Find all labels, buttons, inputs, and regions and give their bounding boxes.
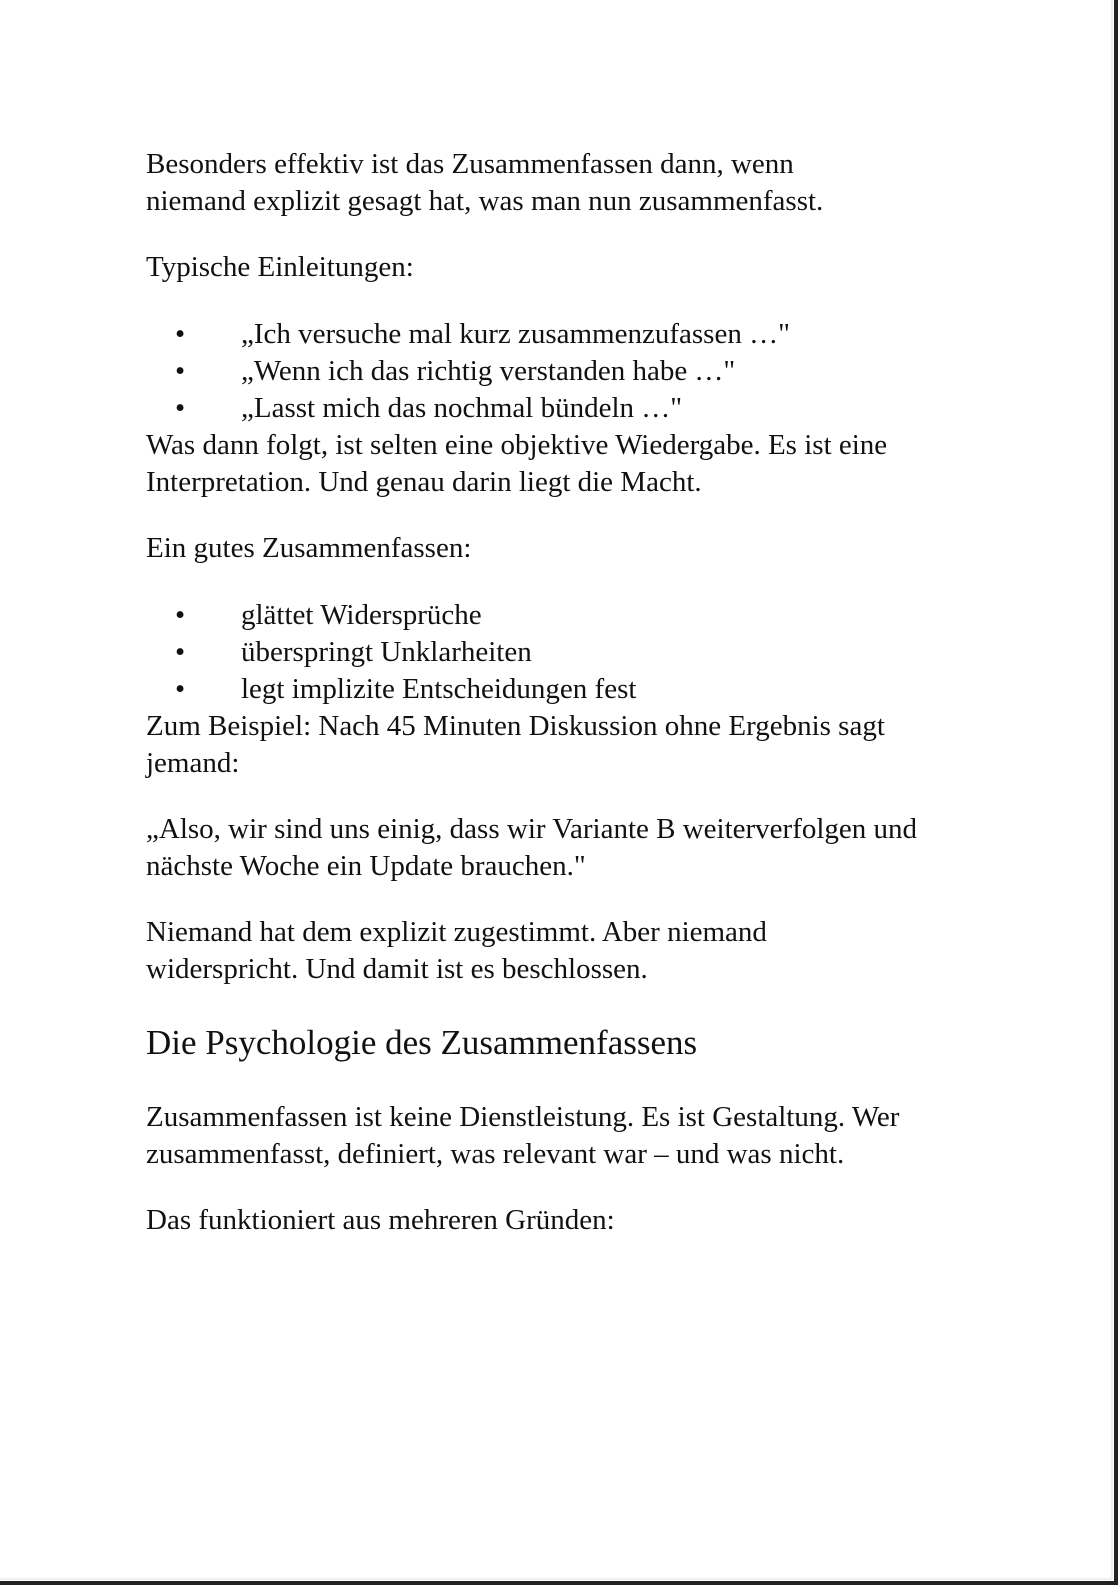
list-item [146,353,976,390]
list-item-text: überspringt Unklarheiten [241,636,532,668]
list-summary-effects [146,597,976,708]
paragraph-reasons: Das funktioniert aus mehreren Gründen: [146,1204,615,1236]
paragraph-quote: „Also, wir sind uns einig, dass wir Variante B weiterverfolgen und nächste Woche ein Update brauchen." [146,813,918,882]
paragraph-good-summary-label: Ein gutes Zusammenfassen: [146,532,472,564]
list-typical-intros [146,316,976,427]
paragraph-example: Zum Beispiel: Nach 45 Minuten Diskussion ohne Ergebnis sagt jemand: [146,710,885,779]
paragraph-nobody-agreed: Niemand hat dem explizit zugestimmt. Aber niemand widerspricht. Und damit ist es beschlossen. [146,916,767,985]
list-item [146,597,976,634]
list-item-text: legt implizite Entscheidungen fest [241,673,637,705]
bullet-icon: • [175,673,186,705]
bullet-icon: • [175,599,186,631]
list-item-text: glättet Widersprüche [241,599,482,631]
paragraph-interpretation: Was dann folgt, ist selten eine objektive Wiedergabe. Es ist eine Interpretation. Und genau darin liegt die Macht. [146,429,888,498]
paragraph-effective-summary: Besonders effektiv ist das Zusammenfassen dann, wenn niemand explizit gesagt hat, was man nun zusammenfasst. [146,148,824,217]
section-heading: Die Psychologie des Zusammenfassens [146,1023,698,1062]
bullet-icon: • [175,636,186,668]
bullet-icon: • [175,392,186,424]
bullet-icon: • [175,355,186,387]
list-item-text: „Ich versuche mal kurz zusammenzufassen …" [241,318,790,350]
list-item [146,316,976,353]
list-item [146,671,976,708]
list-item-text: „Lasst mich das nochmal bündeln …" [241,392,683,424]
paragraph-typical-intros-label: Typische Einleitungen: [146,251,414,283]
list-item [146,390,976,427]
page-border-right [1114,0,1118,1585]
document-content [146,146,976,1239]
page-border-bottom [0,1581,1118,1585]
list-item-text: „Wenn ich das richtig verstanden habe …" [241,355,736,387]
list-item [146,634,976,671]
paragraph-shaping: Zusammenfassen ist keine Dienstleistung. Es ist Gestaltung. Wer zusammenfasst, definiert, was relevant war – und was nicht. [146,1101,900,1170]
bullet-icon: • [175,318,186,350]
